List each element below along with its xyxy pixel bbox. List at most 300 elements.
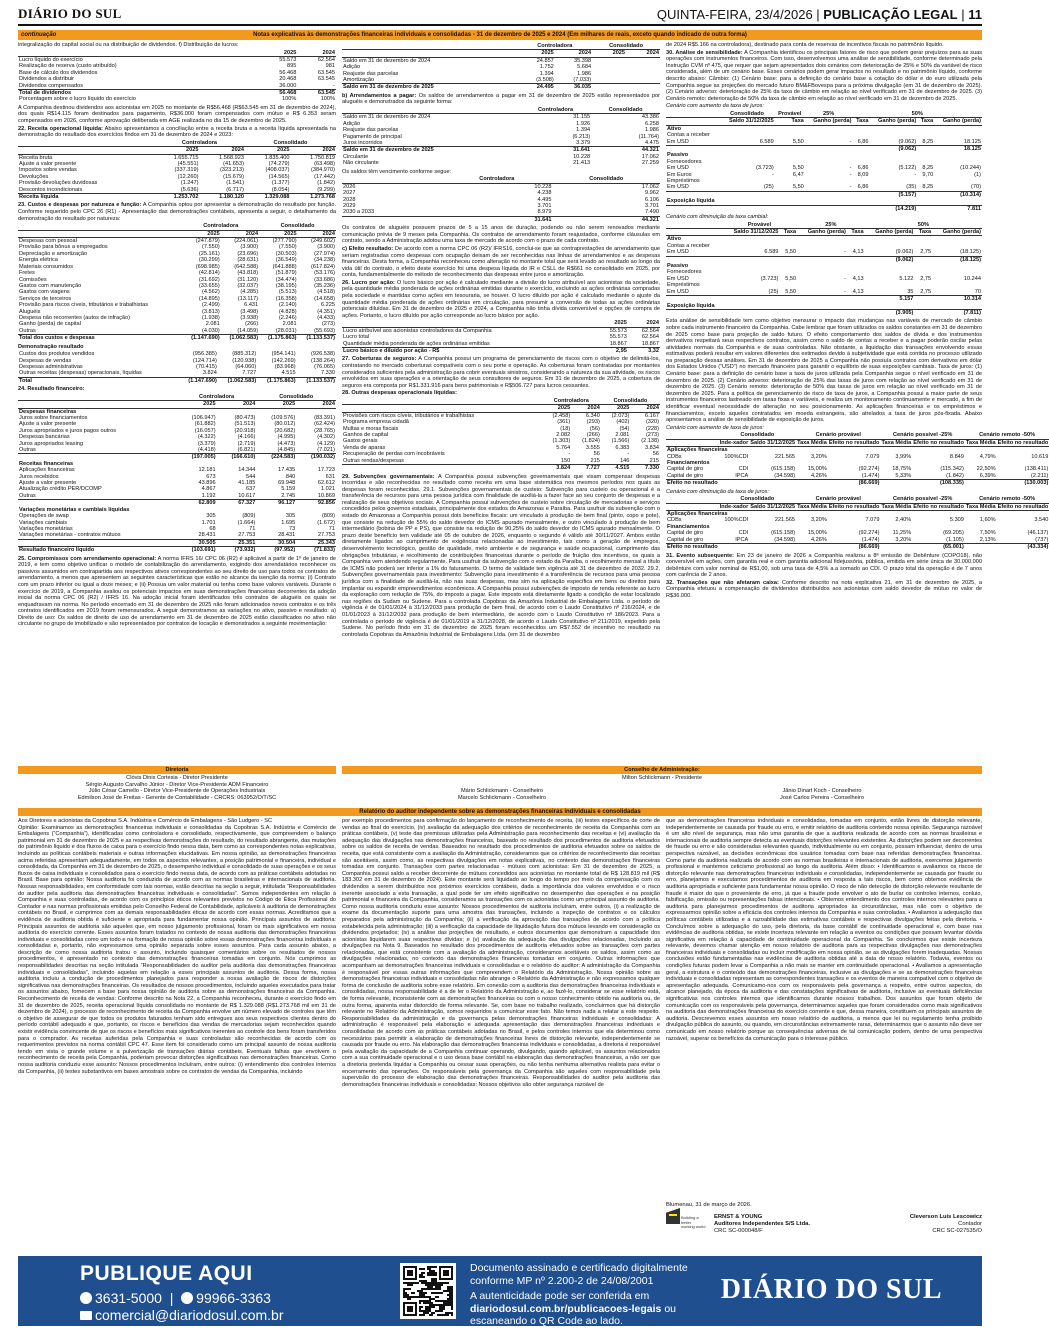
row-label: Fretes — [19, 270, 35, 277]
cell-value: 9,70 — [922, 171, 934, 178]
email-icon — [80, 1311, 92, 1320]
cell-value: (3.498) — [240, 308, 259, 315]
column-header: Ganho (perda) — [865, 229, 915, 236]
cell-value: 1.192 — [201, 492, 216, 499]
row-label: Ganho (perda) de capital — [19, 321, 81, 328]
cell-value — [719, 205, 774, 212]
cell-value: (698.985) — [195, 263, 220, 270]
cell-value: 5.157 — [865, 296, 915, 303]
note-27-title: 27. Coberturas de seguros: — [342, 356, 417, 363]
column-header: Taxa — [847, 229, 865, 236]
cell-value — [796, 480, 828, 487]
column-header: 2025 — [596, 320, 628, 327]
cell-value: (4.418) — [197, 447, 216, 454]
cell-value: (12.260) — [177, 173, 199, 180]
cell-value: (1.062.583) — [218, 377, 257, 384]
cell-value: (926.538) — [311, 351, 335, 358]
row-label: Impostos sobre vendas — [19, 167, 77, 174]
row-label: Lucro atribuível aos acionistas controladores da Companhia — [343, 327, 492, 334]
cell-value: 2.081 — [282, 321, 297, 328]
cell-value: (1.842) — [946, 472, 964, 479]
cell-value: 6,86 — [857, 165, 869, 172]
cell-value: (120.938) — [232, 357, 257, 364]
cell-value: (80.012) — [274, 421, 296, 428]
cell-value: 100%CDI — [724, 453, 749, 460]
section-label: Financiamentos — [667, 460, 710, 467]
phone-icon — [80, 1292, 92, 1304]
cell-value: 30.505 — [177, 539, 217, 546]
cell-value: 4,26% — [810, 536, 827, 543]
cell-value: 100%CDI — [724, 517, 749, 524]
table-row — [342, 183, 660, 190]
group-header: Consolidado — [552, 176, 660, 183]
cell-value: (224.583) — [256, 454, 296, 461]
group-header-blank — [666, 222, 722, 229]
note-32 — [666, 580, 982, 600]
column-header: 2024 — [296, 401, 336, 408]
cell-value: (28.765) — [314, 427, 335, 434]
cell-value — [722, 256, 780, 263]
note-31-title: 31. Evento subsequente: — [666, 552, 734, 559]
cell-value: 5.122 — [899, 275, 914, 282]
row-label: Capital de giro — [667, 536, 704, 543]
table-row — [666, 473, 1049, 480]
cell-value: (34.474) — [275, 276, 297, 283]
cell-value: (3.905) — [865, 309, 915, 316]
row-label: CDBs — [667, 453, 682, 460]
cell-value: (384.970) — [311, 167, 335, 174]
cell-value: (885.312) — [232, 351, 257, 358]
cell-value: (2.073) — [611, 412, 630, 419]
note-32-text: Conforme descrito na nota explicativa 21, em 31 de dezembro de 2025, a Companhia efetuou a compensação de dividendos distribuídos aos acionistas com saldo devedor de mútuo no valor de R$36.000. — [666, 579, 982, 600]
row-label: Efeito no resultado — [667, 480, 718, 487]
note-28-title-text: 28. Outras despesas operacionais líquidas: — [342, 390, 458, 397]
cell-value: 4,13 — [852, 275, 864, 282]
row-label — [18, 454, 177, 461]
lease-contracts-text: Os contratos de aluguéis possuem prazos de 5 a 15 anos de duração, podendo ou não serem renovados mediante comunicação prévia de 9 meses pela Companhia. Os contratos de arrendamento foram reajustados, conforme cláusulas em contrato, sendo a Administração adotou uma taxa de mercado de acordo com o prazo de cada contrato. — [342, 225, 660, 245]
cell-value: 44.321 — [591, 147, 660, 154]
cell-value — [914, 296, 932, 303]
column-header: 2024 — [630, 405, 660, 412]
table-row — [666, 296, 982, 303]
ey-mark-icon — [666, 1208, 680, 1224]
cell-value: (5.636) — [180, 186, 199, 193]
row-label: Base de cálculo dos dividendos — [19, 69, 98, 76]
row-label: Em USD — [667, 165, 689, 172]
cell-value: (34.598) — [774, 472, 796, 479]
cell-value: 2.081 — [205, 321, 220, 328]
auditor-column-3-text: que as demonstrações financeiras individuais e consolidadas, tomadas em conjunto, estão livres de distorção relevante, independentemente se causada por fraude ou erro, e emitir relatório de auditoria contendo nossa opinião. Segurança razoável é um alto nível de segurança, mas não uma garantia de que a auditoria realizada de acordo com as normas brasileiras e internacionais de auditoria sempre detecta as eventuais distorções relevantes existentes. As distorções podem ser decorrentes de fraude ou erro e são consideradas relevantes quando, individualmente ou em conjunto, possam influenciar, dentro de uma perspectiva razoável, as decisões econômicas dos usuários tomadas com base nas referidas demonstrações financeiras. Como parte da auditoria realizada de acordo com as normas brasileiras e internacionais de auditoria, exercemos julgamento profissional e mantemos ceticismo profissional ao longo da auditoria. Além disso: • Identificamos e avaliamos os riscos de distorção relevante nas demonstrações financeiras individuais e consolidadas, independentemente se causada por fraude ou erro, planejamos e executamos procedimentos de auditoria em resposta a tais riscos, bem como obtemos evidência de auditoria apropriada e suficiente para fundamentar nossa opinião. O risco de não detecção de distorção relevante resultante de fraude é maior do que o proveniente de erro, já que a fraude pode envolver o ato de burlar os controles internos, conluio, falsificação, omissão ou representações falsas intencionais. • Obtemos entendimento dos controles internos relevantes para a auditoria para planejarmos procedimentos de auditoria apropriados às circunstâncias, mas não com o objetivo de expressarmos opinião sobre a eficácia dos controles internos da Companhia e suas controladas. • Avaliamos a adequação das políticas contábeis utilizadas e a razoabilidade das estimativas contábeis e respectivas divulgações feitas pela diretoria. • Concluímos sobre a adequação do uso, pela diretoria, da base contábil de continuidade operacional e, com base nas evidências de auditoria obtidas, se existe incerteza relevante em relação a eventos ou condições que possam levantar dúvida significativa em relação à capacidade de continuidade operacional da Companhia. Se concluirmos que existe incerteza relevante, devemos chamar atenção em nosso relatório de auditoria para as respectivas divulgações nas demonstrações financeiras individuais e consolidadas ou incluir modificação em nossa opinião, se as divulgações forem inadequadas. Nossas conclusões estão fundamentadas nas evidências de auditoria obtidas até a data de nosso relatório. Todavia, eventos ou condições futuras podem levar a Companhia a não mais se manter em continuidade operacional. • Avaliamos a apresentação geral, a estrutura e o conteúdo das demonstrações financeiras, inclusive as divulgações e se as demonstrações financeiras individuais e consolidadas representam as correspondentes transações e os eventos de maneira compatível com o objetivo de apresentação adequada. Comunicamo-nos com os responsáveis pela governança a respeito, entre outros aspectos, do alcance planejado, da época da auditoria e das constatações significativas de auditoria, inclusive as eventuais deficiências significativas nos controles internos que identificamos durante nossos trabalhos. Dos assuntos que foram objeto de comunicação com os responsáveis pela governança, determinamos aqueles que foram considerados como mais significativos na auditoria das demonstrações financeiras do exercício corrente e que, dessa maneira, constituem os principais assuntos de auditoria. Descrevemos esses assuntos em nosso relatório de auditoria, a menos que lei ou regulamento tenha proibido divulgação pública do assunto, ou quando, em circunstâncias extremamente raras, determinarmos que o assunto não deve ser comunicado em nosso relatório porque as consequências adversas de tal comunicação podem, dentro de uma perspectiva razoável, superar os benefícios da comunicação para o interesse público. — [666, 818, 982, 1042]
table-row — [18, 90, 336, 97]
cell-value: 6.106 — [645, 196, 659, 203]
table-row — [342, 114, 660, 121]
cell-value: (337.319) — [174, 167, 199, 174]
notes-columns — [18, 42, 1049, 764]
table-row — [18, 83, 336, 90]
table-row — [666, 205, 982, 212]
board-left — [342, 788, 662, 801]
note-25b-text: Os saldos de arrendamentos a pagar em 31 de dezembro de 2025 estão representados por aluguéis e demonstrados da seguinte forma: — [342, 92, 660, 106]
cell-value: 18.867 — [609, 340, 627, 347]
group-header-row — [18, 140, 336, 147]
group-header-row — [666, 432, 1049, 439]
group-header-row — [666, 222, 982, 229]
table-row — [666, 249, 982, 256]
cell-value: 221.565 — [774, 453, 796, 460]
cell-value: 981 — [325, 63, 335, 70]
cell-value — [626, 77, 660, 84]
cell-value: 11,25% — [892, 530, 912, 537]
cell-value: (14.895) — [198, 295, 220, 302]
masthead — [18, 6, 982, 26]
row-label: Em USD — [667, 275, 689, 282]
cell-value: (293) — [586, 419, 600, 426]
group-header: Consolidado — [601, 398, 660, 405]
cell-value: (323.213) — [220, 167, 244, 174]
table-row — [342, 140, 660, 147]
cell-value: 3.824 — [542, 465, 572, 472]
cell-value: (737) — [1035, 536, 1049, 543]
cell-value: 5,50 — [792, 184, 804, 191]
column-header: 2025 — [592, 50, 626, 57]
cell-value: 71 — [249, 525, 256, 532]
row-label: Provisão devoluções duvidosas — [19, 180, 98, 187]
cell-value: 63.545 — [317, 69, 335, 76]
row-label — [666, 256, 722, 263]
group-header-blank — [666, 432, 719, 439]
table-row — [666, 184, 982, 191]
column-header — [18, 50, 259, 57]
table-row — [666, 309, 982, 316]
cell-value: 36.035 — [555, 84, 592, 91]
table-row — [342, 341, 660, 348]
board-president: Milton Schlickmann - Presidente — [622, 775, 702, 781]
cell-value: (3.379) — [197, 440, 216, 447]
group-header-row — [342, 43, 660, 50]
note-31-text: Em 23 de janeiro de 2026 a Companhia realizou a 8ª emissão de Debênture (COPO18), não conversível em ações, com garantia real e com garantia adicional fidejussória, pública, emitida em série única de 30.000.000 debênture com valor nominal de R$1,00, sob uma taxa de 4,5% a.a somado ao CDI. O prazo total da operação é de 7 anos com carência de 2 anos. — [666, 552, 982, 579]
cell-value: (86.669) — [828, 544, 881, 551]
table-row — [342, 348, 660, 355]
row-label: Total dos custos e despesas — [18, 335, 182, 342]
cell-value: (46.137) — [1027, 530, 1049, 537]
column-header: 2024 — [555, 50, 592, 57]
cell-value: (1.133.537) — [297, 377, 336, 384]
qr-code[interactable] — [400, 1263, 456, 1319]
cell-value: 7.079 — [865, 517, 880, 524]
group-header: Consolidado — [719, 111, 774, 118]
whatsapp-icon — [181, 1292, 193, 1304]
cell-value: (83.391) — [314, 415, 335, 421]
cell-value: (51.513) — [234, 421, 256, 428]
councillor-3: Jânio Dinart Koch - Conselheiro — [782, 788, 862, 794]
cell-value: (62.424) — [314, 421, 335, 428]
director-1: Clóvis Dinis Cortesia - Diretor Presidente — [126, 775, 228, 781]
cell-value: 1.021 — [321, 486, 335, 493]
table-row — [18, 532, 336, 539]
column-header: Efeito no resultado — [997, 439, 1049, 446]
cell-value: 56 — [652, 451, 659, 458]
cell-value: 62.564 — [641, 327, 659, 334]
cell-value: 44.321 — [552, 216, 660, 223]
group-header: Controladora — [177, 394, 257, 401]
cell-value: (273) — [321, 321, 335, 328]
cell-value: 1.926 — [576, 120, 591, 127]
row-label: Despesa não recorrentes (autos de infração) — [19, 314, 131, 321]
note-29-text: A Companhia possui subvenções governamentais que visam compensar despesas incorridas e são reconhecidas no resultado como receita em uma base sistemática nos mesmos períodos nos quais as despesas foram reconhecidas. 29.1. Subvenções governamentais de custeio: Subvenção para custeio ou operacional é a transferência de recursos para uma pessoa jurídica com finalidade de auxiliá-la a fazer face ao seu conjunto de despesas e a realização de seus objetivos sociais. A Companhia possui subvenções de custeio sobre circulação de mercadorias e serviços concedidos pelos governos estaduais, principalmente dos estados do Amazonas e Paraíba. Para usufruir da subvenção com o estado do Amazonas a Companhia possui dois benefícios fiscais: um vinculado à produção de bem final (pinto, copo e pote), que consiste na redução de 55% do saldo devedor do ICMS apurado mensalmente, e outro vinculado à produção de bem intermediário (bobina de PP e PS), que consiste na redução de 90,25% do saldo devedor do ICMS apurado mensalmente. O prazo deste benefício tem validade até 05 de outubro de 2026, enquanto o segundo é válido até 30/11/2027. Ambos estão diretamente ligados ao cumprimento de exigências relacionadas ao investimento, tais como a geração de empregos, desenvolvimento tecnológico, gestão de qualidade, meio ambiente e de segurança e saúde ocupacional, cumprimento das obrigações tributárias, e recolhimento de contribuições financeiras durante o período de fruição dos incentivos, os quais a Companhia vem atendendo regularmente. Para usufruir da subvenção com o estado da Paraíba, o recolhimento mensal a título de ICMS não poderá ser inferior a 1% do faturamento. O termo de validade tem vigência até 31 de dezembro de 2032. 29.2. Subvenções governamentais para investimento: Subvenção para investimento é a transferência de recursos para uma pessoa jurídica com a finalidade de auxiliá-la, não nas suas despesas, mas sim na aplicação específica em bens ou direitos para implantar ou expandir empreendimentos econômicos. A Companhia possui subvenções de imposto de renda referente ao lucro da exploração com redução de 75%, do imposto a pagar. Este imposto está diretamente ligado a condição de estar localizado nas regiões da Sudam ou Sudene. Para a controlada Copobras da Amazônia Industrial de Embalagens Ltda. o período de vigência é de 01/01/2024 à 31/12/2033 para produção de bem final, de acordo com o Laudo Constitutivo nº 216/2024, e de 01/01/2023 à 31/12/2032 para produção de bem intermediário, de acordo com o Laudo Constitutivo nº 186/2023. Para a controlada o período de vigência é de 01/01/2019 a 31/12/2028, de acordo o Laudo Constitutivo nº 211/2019, expedido pela Sudene. No período findo em 31 de dezembro de 2025 foram reconhecidos um R$7.552 de incentivo no resultado na controlada Copobras da Amazônia Industrial de Embalagens Ltda. (em 31 de dezembro — [342, 473, 660, 638]
cell-value — [917, 145, 934, 152]
cell-value: (4.828) — [278, 308, 297, 315]
cell-value: (277.790) — [272, 238, 297, 245]
header-row — [18, 230, 336, 237]
cell-value: 4.238 — [537, 190, 552, 197]
note-29-title: 29. Subvenções governamentais: — [342, 473, 435, 480]
cell-value: (1.474) — [861, 472, 880, 479]
cell-value — [914, 256, 932, 263]
group-header: Controladora — [520, 107, 591, 114]
cell-value: 100% — [320, 96, 335, 103]
cell-value: 1.986 — [577, 70, 592, 77]
cell-value: (617.824) — [311, 263, 335, 270]
cell-value: (4.322) — [197, 434, 216, 441]
row-label: Atualização crédito PER/DCOMP — [19, 486, 102, 493]
row-label: Porcentagem sobre o lucro líquido do exercício — [19, 96, 136, 103]
row-label: Juros apropriados e juros pagos outros — [19, 427, 117, 434]
cell-value — [626, 84, 660, 91]
cell-value: 62.564 — [641, 334, 659, 341]
cell-value — [592, 84, 626, 91]
section-label: Receitas financeiras — [19, 460, 74, 467]
auditor-report-header: Relatório do auditor independente sobre as demonstrações financeiras individuais e consolidadas — [18, 808, 982, 816]
directors-list — [18, 775, 336, 801]
row-label: Juros recebidos — [19, 473, 59, 480]
cell-value: (92.274) — [858, 466, 880, 473]
cell-value: IPCA — [735, 536, 749, 543]
table-row — [342, 84, 660, 91]
cell-value: 7.727 — [571, 465, 601, 472]
table-row — [18, 539, 336, 546]
row-label: Em USD — [667, 249, 689, 256]
row-label: Saldo em 31 de dezembro de 2024 — [343, 57, 431, 64]
cell-value: (138.411) — [1024, 466, 1049, 473]
row-label: Reajuste das parcelas — [343, 127, 399, 134]
cell-value — [719, 480, 750, 487]
row-label: CDBs — [667, 517, 682, 524]
cell-value: (1.247) — [180, 180, 199, 187]
group-header: Consolidado — [592, 43, 660, 50]
cell-value — [805, 191, 853, 198]
cell-value: (8.054) — [271, 186, 290, 193]
row-label: Capital de giro — [667, 472, 704, 479]
group-header-blank — [342, 176, 441, 183]
cell-value: (190.032) — [296, 454, 336, 461]
cell-value: (2.458) — [552, 412, 571, 419]
interest-sensitivity-text: Esta análise de sensibilidade tem como objetivo mensurar o impacto das mudanças nas variáveis de mercado de câmbio sobre cada instrumento financeiro da Companhia. Cabe lembrar que foram utilizados os saldos constantes em 31 de dezembro de 2025 como base para projeção de saldo futuro. O efeito comportamento dos saldos de dívida e dos instrumentos derivativos respeitará seus respectivos contratos, assim como o saldo de contas a receber e a pagar poderão oscilar pelas atividades normais da Companhia e de suas controladas. Não obstante, a liquidação das transações envolvendo essas estimativas poderá resultar em valores diferentes dos estimados devido à subjetividade que está contida no processo utilizado na preparação dessas análises. Em 31 de dezembro de 2025 a Companhia não possuía contratos com derivativos em dólar dos Estados Unidos (“USD”) no mercado financeiro para garantir o equilíbrio de suas exposições cambiais. Taxa de juros: (1) Cenário base: para a definição do cenário base a taxa de juros utilizada pela Companhia segue o nível verificado em 31 de dezembro de 2025. (2) Cenário adverso: deterioração de 25% das taxas de juros com relação ao nível verificado em 31 de dezembro de 2025. (3) Cenário remoto: deterioração de 50% das taxas de juros em relação ao nível verificado em 31 de dezembro de 2025. Para a política de gerenciamento de risco de taxa de juros, a Companhia possui a maior parte de seus instrumentos financeiros lastreado em taxas fixas e variáveis, e realiza um monitoramento continuamente e mercado, a fim de identificar eventual necessidade de alteração no seu posicionamento. As aplicações financeiras e os empréstimos e financiamentos, exceto aqueles contratados em moeda estrangeira, são atrelados a taxa de juros pós-fixada. Abaixo apresentamos a análise de sensibilidade de exposição de juros. — [666, 318, 982, 424]
cell-value: 18.867 — [641, 340, 659, 347]
auditor-column-2 — [342, 818, 660, 1250]
cell-value: 15,00% — [807, 466, 827, 473]
cell-value: (3.723) — [756, 165, 774, 172]
cert-url[interactable]: diariodosul.com.br/publicacoes-legais — [470, 1302, 662, 1315]
cell-value: (809) — [242, 513, 256, 520]
cell-value: (1.474) — [861, 536, 880, 543]
cell-value: (124.714) — [192, 357, 217, 364]
section-row — [666, 447, 1049, 454]
cell-value: 8.979 — [537, 209, 552, 216]
cell-value: (1.541) — [226, 180, 244, 187]
cell-value — [847, 296, 865, 303]
cell-value — [719, 544, 750, 551]
cell-value — [626, 57, 660, 64]
cell-value: - — [844, 288, 846, 295]
cell-value: (54) — [619, 425, 630, 432]
cell-value: (642.588) — [234, 263, 259, 270]
table-row — [342, 412, 660, 419]
auditor-signature — [666, 1202, 982, 1250]
cell-value: (92.274) — [858, 530, 880, 537]
cell-value: (36.549) — [275, 257, 297, 264]
cell-value: 18,75% — [892, 466, 912, 473]
column-header — [342, 405, 542, 412]
row-label: Em USD — [667, 138, 689, 145]
cell-value: 27.259 — [641, 160, 659, 167]
note-24-title — [18, 386, 336, 393]
cell-value: (9.062) — [865, 256, 915, 263]
cell-value: 5,50 — [792, 165, 804, 172]
cell-value: (61.882) — [194, 421, 216, 428]
publish-here-banner — [18, 1256, 982, 1326]
cell-value: (106.947) — [191, 415, 216, 421]
cell-value — [847, 309, 865, 316]
cell-value: (7.033) — [573, 77, 592, 84]
cell-value — [853, 145, 870, 152]
cell-value: 35.398 — [574, 57, 592, 64]
cell-value: (32.037) — [237, 282, 259, 289]
cell-value: 25.351 — [217, 539, 257, 546]
group-header-blank — [342, 43, 517, 50]
row-label: Devoluções — [19, 173, 49, 180]
cell-value: 215 — [590, 457, 600, 464]
cell-value: (1.133.537) — [298, 335, 336, 342]
notes-column-1 — [18, 42, 336, 764]
cell-value: (1.147.690) — [182, 335, 220, 342]
group-header: Consolidado — [719, 432, 796, 439]
cell-value: 5,50 — [785, 288, 797, 295]
cell-value: 637 — [246, 486, 256, 493]
group-header-row — [666, 496, 1049, 503]
row-label: Ajuste a valor presente — [19, 161, 77, 168]
cell-value: (53.176) — [314, 270, 335, 277]
cell-value: (224.061) — [234, 238, 259, 245]
cell-value: 6,86 — [857, 138, 869, 145]
cell-value: 67.327 — [217, 500, 257, 507]
cell-value: (103.691) — [177, 547, 217, 554]
email-address[interactable]: comercial@diariodosul.com.br — [95, 1307, 284, 1323]
cell-value: 305 — [285, 513, 296, 520]
cell-value: (64.060) — [235, 363, 257, 370]
note-28-title — [342, 390, 660, 397]
cell-value: - — [914, 171, 917, 178]
cell-value: 840 — [285, 473, 296, 480]
whatsapp-number[interactable]: 99966-3363 — [196, 1290, 271, 1306]
group-header-row — [18, 223, 336, 230]
auditor-column-1 — [18, 818, 336, 1250]
cert-line-1: Documento assinado e certificado digitalmente conforme MP nº 2.200-2 de 24/08/2001 — [470, 1262, 688, 1287]
note-30 — [666, 50, 982, 103]
note-23-text: A Companhia optou por apresentar a demonstração do resultado por função. Conforme requerido pelo CPC 26 (R1) - Apresentação das demonstrações contábeis, apresenta a seguir, o detalhamento da demonstração do resultado por natureza: — [18, 202, 336, 222]
cell-value: 12.181 — [198, 467, 216, 474]
cell-value: 6.167 — [645, 412, 659, 419]
row-label: Juros apropriados leasing — [19, 440, 84, 447]
row-label: Reajuste das parcelas — [343, 70, 399, 77]
cell-value: (70) — [971, 184, 981, 191]
cell-value: (4.166) — [237, 434, 256, 441]
cell-value — [880, 544, 912, 551]
phone-number[interactable]: 3631-5000 — [95, 1290, 162, 1306]
header-row — [666, 439, 1049, 446]
cell-value: CDI — [738, 466, 749, 473]
note-27-text: A Companhia possui um programa de gerenciamento de riscos com o objetivo de delimitá-los, contratando no mercado coberturas compatíveis com o seu porte e operação. As coberturas foram contratadas por montantes considerados suficientes pela administração para cobrir eventuais sinistros, considerando a natureza da sua atividade, os riscos envolvidos em suas operações e a orientação de seus consultores de seguros. Em 31 de dezembro de 2025, a cobertura de seguros era composta por R$1.331.916 para bens patrimoniais e R$506.727 para lucros cessantes. — [342, 356, 660, 389]
table-row — [18, 194, 336, 201]
cell-value — [775, 145, 805, 152]
cell-value: (4.129) — [317, 440, 335, 447]
column-header — [666, 503, 719, 510]
cell-value: 2.081 — [615, 432, 630, 439]
cell-value: 1,60% — [979, 517, 996, 524]
cell-value — [853, 205, 870, 212]
row-label: Despesas de vendas — [19, 357, 72, 364]
cell-value — [965, 480, 997, 487]
column-header: 2024 — [221, 230, 259, 237]
cell-value: (33.655) — [198, 282, 220, 289]
row-label: Programa empresa cidadã — [343, 419, 409, 426]
cell-value: (4.351) — [317, 308, 335, 315]
cell-value: 3.701 — [537, 202, 552, 209]
row-label: Despesas com pessoal — [19, 238, 77, 245]
cell-value: 62.809 — [177, 500, 217, 507]
column-header: Efeito no resultado — [913, 503, 964, 510]
cell-value: 3,20% — [810, 517, 827, 524]
cell-value: (20.682) — [274, 427, 296, 434]
column-header: Taxa — [853, 118, 870, 125]
notes-column-3 — [666, 42, 1049, 764]
cell-value — [719, 145, 774, 152]
cell-value: (18.125) — [932, 256, 982, 263]
note-24-title-text: 24. Resultado financeiro: — [18, 386, 85, 393]
cell-value — [914, 309, 932, 316]
cell-value: - — [849, 138, 852, 145]
cell-value: (80.473) — [234, 415, 256, 421]
row-label — [342, 216, 441, 223]
section-row — [666, 511, 1049, 518]
revenue-table — [18, 140, 336, 201]
row-label: Juros sobre financiamentos — [19, 415, 88, 421]
cell-value — [719, 191, 774, 198]
cell-value: 1.394 — [539, 70, 554, 77]
cell-value: 55.573 — [609, 334, 627, 341]
cell-value: (615.158) — [771, 530, 796, 537]
note-25 — [18, 556, 336, 629]
header-row — [342, 405, 660, 412]
cell-value: 62.612 — [317, 480, 335, 487]
cell-value: - — [844, 249, 846, 256]
cell-value: 3.540 — [1034, 517, 1049, 524]
cell-value: 2,13% — [979, 536, 996, 543]
section-label: Passivo — [667, 263, 689, 270]
fx-sensitivity-up-table — [666, 111, 982, 212]
row-label: Energia elétrica — [19, 257, 58, 264]
cell-value: 24.857 — [536, 57, 554, 64]
column-header: 2025 — [245, 147, 291, 154]
